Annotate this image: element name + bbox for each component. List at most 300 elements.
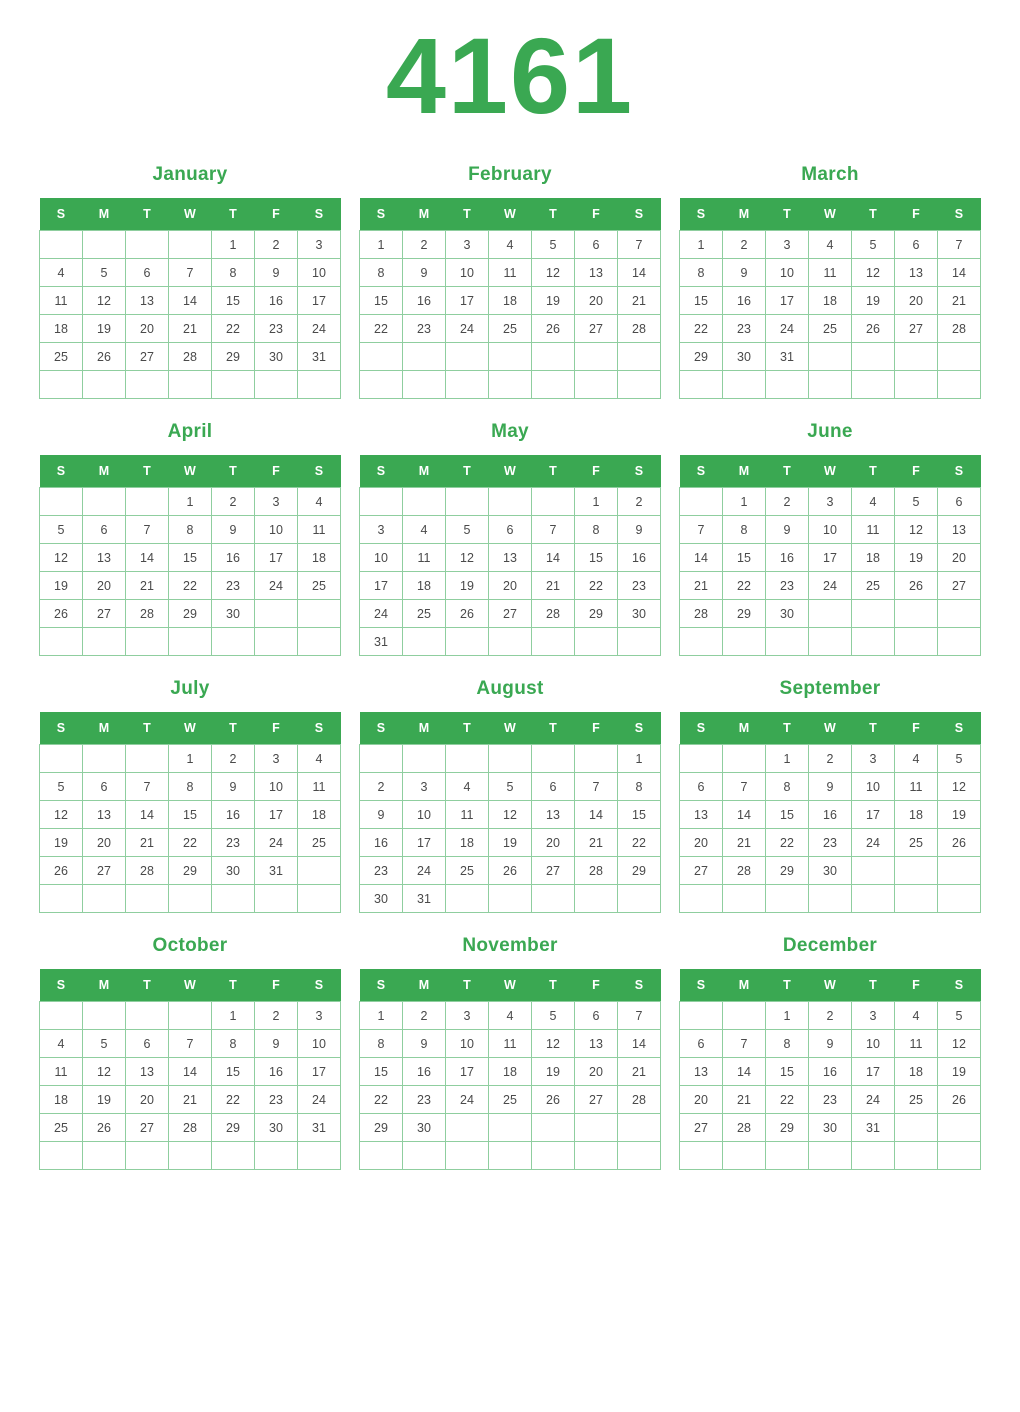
- day-cell[interactable]: 4: [446, 773, 489, 801]
- day-cell[interactable]: 17: [360, 572, 403, 600]
- day-cell[interactable]: 28: [575, 857, 618, 885]
- day-cell[interactable]: 7: [169, 259, 212, 287]
- day-cell[interactable]: 20: [680, 1086, 723, 1114]
- day-cell[interactable]: 27: [83, 600, 126, 628]
- day-cell[interactable]: 11: [40, 287, 83, 315]
- day-cell[interactable]: 13: [895, 259, 938, 287]
- day-cell[interactable]: 14: [680, 544, 723, 572]
- day-cell[interactable]: 13: [83, 801, 126, 829]
- day-cell[interactable]: 19: [83, 315, 126, 343]
- day-cell[interactable]: 21: [575, 829, 618, 857]
- day-cell[interactable]: 30: [809, 1114, 852, 1142]
- day-cell[interactable]: 27: [575, 1086, 618, 1114]
- day-cell[interactable]: 23: [403, 315, 446, 343]
- day-cell[interactable]: 12: [938, 1030, 981, 1058]
- day-cell[interactable]: 7: [723, 1030, 766, 1058]
- day-cell[interactable]: 25: [446, 857, 489, 885]
- day-cell[interactable]: 5: [489, 773, 532, 801]
- day-cell[interactable]: 10: [852, 773, 895, 801]
- day-cell[interactable]: 15: [212, 287, 255, 315]
- day-cell[interactable]: 22: [169, 829, 212, 857]
- day-cell[interactable]: 21: [618, 1058, 661, 1086]
- day-cell[interactable]: 13: [83, 544, 126, 572]
- day-cell[interactable]: 28: [723, 1114, 766, 1142]
- day-cell[interactable]: 30: [403, 1114, 446, 1142]
- day-cell[interactable]: 25: [895, 1086, 938, 1114]
- day-cell[interactable]: 21: [532, 572, 575, 600]
- day-cell[interactable]: 11: [895, 773, 938, 801]
- day-cell[interactable]: 4: [298, 488, 341, 516]
- day-cell[interactable]: 28: [126, 600, 169, 628]
- day-cell[interactable]: 8: [723, 516, 766, 544]
- day-cell[interactable]: 26: [938, 829, 981, 857]
- day-cell[interactable]: 1: [618, 745, 661, 773]
- day-cell[interactable]: 20: [489, 572, 532, 600]
- day-cell[interactable]: 28: [938, 315, 981, 343]
- day-cell[interactable]: 14: [938, 259, 981, 287]
- day-cell[interactable]: 17: [446, 287, 489, 315]
- day-cell[interactable]: 1: [212, 1002, 255, 1030]
- day-cell[interactable]: 18: [446, 829, 489, 857]
- day-cell[interactable]: 11: [40, 1058, 83, 1086]
- day-cell[interactable]: 30: [618, 600, 661, 628]
- day-cell[interactable]: 2: [403, 231, 446, 259]
- day-cell[interactable]: 9: [255, 1030, 298, 1058]
- day-cell[interactable]: 31: [298, 343, 341, 371]
- day-cell[interactable]: 4: [895, 1002, 938, 1030]
- day-cell[interactable]: 16: [255, 1058, 298, 1086]
- day-cell[interactable]: 27: [126, 343, 169, 371]
- day-cell[interactable]: 2: [766, 488, 809, 516]
- day-cell[interactable]: 10: [255, 773, 298, 801]
- day-cell[interactable]: 18: [895, 801, 938, 829]
- day-cell[interactable]: 6: [938, 488, 981, 516]
- day-cell[interactable]: 3: [852, 1002, 895, 1030]
- day-cell[interactable]: 11: [809, 259, 852, 287]
- day-cell[interactable]: 30: [809, 857, 852, 885]
- day-cell[interactable]: 17: [766, 287, 809, 315]
- day-cell[interactable]: 9: [723, 259, 766, 287]
- day-cell[interactable]: 3: [255, 488, 298, 516]
- day-cell[interactable]: 27: [126, 1114, 169, 1142]
- day-cell[interactable]: 28: [618, 315, 661, 343]
- day-cell[interactable]: 25: [895, 829, 938, 857]
- day-cell[interactable]: 19: [895, 544, 938, 572]
- day-cell[interactable]: 17: [255, 801, 298, 829]
- day-cell[interactable]: 5: [40, 516, 83, 544]
- day-cell[interactable]: 2: [403, 1002, 446, 1030]
- day-cell[interactable]: 3: [255, 745, 298, 773]
- day-cell[interactable]: 14: [723, 801, 766, 829]
- day-cell[interactable]: 30: [360, 885, 403, 913]
- day-cell[interactable]: 24: [852, 829, 895, 857]
- day-cell[interactable]: 23: [766, 572, 809, 600]
- day-cell[interactable]: 5: [446, 516, 489, 544]
- day-cell[interactable]: 16: [766, 544, 809, 572]
- day-cell[interactable]: 7: [169, 1030, 212, 1058]
- day-cell[interactable]: 3: [446, 231, 489, 259]
- day-cell[interactable]: 9: [255, 259, 298, 287]
- day-cell[interactable]: 3: [298, 231, 341, 259]
- day-cell[interactable]: 6: [126, 259, 169, 287]
- day-cell[interactable]: 19: [938, 1058, 981, 1086]
- day-cell[interactable]: 8: [360, 259, 403, 287]
- day-cell[interactable]: 5: [40, 773, 83, 801]
- day-cell[interactable]: 29: [212, 343, 255, 371]
- day-cell[interactable]: 6: [126, 1030, 169, 1058]
- day-cell[interactable]: 25: [852, 572, 895, 600]
- day-cell[interactable]: 31: [766, 343, 809, 371]
- day-cell[interactable]: 20: [532, 829, 575, 857]
- day-cell[interactable]: 7: [938, 231, 981, 259]
- day-cell[interactable]: 29: [169, 857, 212, 885]
- day-cell[interactable]: 6: [575, 1002, 618, 1030]
- day-cell[interactable]: 22: [169, 572, 212, 600]
- day-cell[interactable]: 12: [895, 516, 938, 544]
- day-cell[interactable]: 13: [938, 516, 981, 544]
- day-cell[interactable]: 11: [446, 801, 489, 829]
- day-cell[interactable]: 21: [938, 287, 981, 315]
- day-cell[interactable]: 6: [680, 773, 723, 801]
- day-cell[interactable]: 29: [169, 600, 212, 628]
- day-cell[interactable]: 5: [532, 1002, 575, 1030]
- day-cell[interactable]: 16: [403, 287, 446, 315]
- day-cell[interactable]: 22: [360, 1086, 403, 1114]
- day-cell[interactable]: 23: [212, 829, 255, 857]
- day-cell[interactable]: 23: [403, 1086, 446, 1114]
- day-cell[interactable]: 24: [255, 829, 298, 857]
- day-cell[interactable]: 9: [403, 259, 446, 287]
- day-cell[interactable]: 16: [212, 801, 255, 829]
- day-cell[interactable]: 2: [360, 773, 403, 801]
- day-cell[interactable]: 5: [938, 745, 981, 773]
- day-cell[interactable]: 3: [446, 1002, 489, 1030]
- day-cell[interactable]: 7: [532, 516, 575, 544]
- day-cell[interactable]: 9: [809, 773, 852, 801]
- day-cell[interactable]: 29: [766, 1114, 809, 1142]
- day-cell[interactable]: 16: [403, 1058, 446, 1086]
- day-cell[interactable]: 14: [723, 1058, 766, 1086]
- day-cell[interactable]: 22: [212, 315, 255, 343]
- day-cell[interactable]: 7: [680, 516, 723, 544]
- day-cell[interactable]: 22: [723, 572, 766, 600]
- day-cell[interactable]: 26: [895, 572, 938, 600]
- day-cell[interactable]: 17: [403, 829, 446, 857]
- day-cell[interactable]: 20: [938, 544, 981, 572]
- day-cell[interactable]: 27: [489, 600, 532, 628]
- day-cell[interactable]: 13: [126, 1058, 169, 1086]
- day-cell[interactable]: 29: [212, 1114, 255, 1142]
- day-cell[interactable]: 2: [809, 1002, 852, 1030]
- day-cell[interactable]: 12: [938, 773, 981, 801]
- day-cell[interactable]: 1: [360, 231, 403, 259]
- day-cell[interactable]: 4: [489, 1002, 532, 1030]
- day-cell[interactable]: 6: [575, 231, 618, 259]
- day-cell[interactable]: 1: [766, 1002, 809, 1030]
- day-cell[interactable]: 20: [575, 287, 618, 315]
- day-cell[interactable]: 10: [446, 259, 489, 287]
- day-cell[interactable]: 1: [212, 231, 255, 259]
- day-cell[interactable]: 19: [40, 829, 83, 857]
- day-cell[interactable]: 2: [255, 231, 298, 259]
- day-cell[interactable]: 30: [766, 600, 809, 628]
- day-cell[interactable]: 17: [298, 1058, 341, 1086]
- day-cell[interactable]: 23: [809, 829, 852, 857]
- day-cell[interactable]: 30: [212, 857, 255, 885]
- day-cell[interactable]: 18: [489, 287, 532, 315]
- day-cell[interactable]: 29: [360, 1114, 403, 1142]
- day-cell[interactable]: 24: [766, 315, 809, 343]
- day-cell[interactable]: 8: [575, 516, 618, 544]
- day-cell[interactable]: 22: [212, 1086, 255, 1114]
- day-cell[interactable]: 13: [126, 287, 169, 315]
- day-cell[interactable]: 15: [618, 801, 661, 829]
- day-cell[interactable]: 7: [618, 231, 661, 259]
- day-cell[interactable]: 2: [212, 488, 255, 516]
- day-cell[interactable]: 18: [298, 801, 341, 829]
- day-cell[interactable]: 15: [212, 1058, 255, 1086]
- day-cell[interactable]: 10: [298, 259, 341, 287]
- day-cell[interactable]: 17: [255, 544, 298, 572]
- day-cell[interactable]: 1: [723, 488, 766, 516]
- day-cell[interactable]: 29: [680, 343, 723, 371]
- day-cell[interactable]: 25: [403, 600, 446, 628]
- day-cell[interactable]: 24: [809, 572, 852, 600]
- day-cell[interactable]: 10: [766, 259, 809, 287]
- day-cell[interactable]: 17: [809, 544, 852, 572]
- day-cell[interactable]: 16: [809, 1058, 852, 1086]
- day-cell[interactable]: 22: [575, 572, 618, 600]
- day-cell[interactable]: 23: [360, 857, 403, 885]
- day-cell[interactable]: 24: [360, 600, 403, 628]
- day-cell[interactable]: 19: [83, 1086, 126, 1114]
- day-cell[interactable]: 2: [618, 488, 661, 516]
- day-cell[interactable]: 21: [169, 1086, 212, 1114]
- day-cell[interactable]: 15: [169, 544, 212, 572]
- day-cell[interactable]: 27: [680, 857, 723, 885]
- day-cell[interactable]: 12: [446, 544, 489, 572]
- day-cell[interactable]: 8: [212, 259, 255, 287]
- day-cell[interactable]: 22: [680, 315, 723, 343]
- day-cell[interactable]: 27: [938, 572, 981, 600]
- day-cell[interactable]: 15: [575, 544, 618, 572]
- day-cell[interactable]: 5: [852, 231, 895, 259]
- day-cell[interactable]: 7: [126, 516, 169, 544]
- day-cell[interactable]: 2: [255, 1002, 298, 1030]
- day-cell[interactable]: 8: [766, 1030, 809, 1058]
- day-cell[interactable]: 31: [403, 885, 446, 913]
- day-cell[interactable]: 20: [83, 829, 126, 857]
- day-cell[interactable]: 14: [618, 1030, 661, 1058]
- day-cell[interactable]: 24: [403, 857, 446, 885]
- day-cell[interactable]: 12: [852, 259, 895, 287]
- day-cell[interactable]: 23: [255, 315, 298, 343]
- day-cell[interactable]: 3: [360, 516, 403, 544]
- day-cell[interactable]: 20: [575, 1058, 618, 1086]
- day-cell[interactable]: 26: [40, 600, 83, 628]
- day-cell[interactable]: 3: [298, 1002, 341, 1030]
- day-cell[interactable]: 10: [360, 544, 403, 572]
- day-cell[interactable]: 26: [532, 315, 575, 343]
- day-cell[interactable]: 1: [575, 488, 618, 516]
- day-cell[interactable]: 16: [809, 801, 852, 829]
- day-cell[interactable]: 13: [532, 801, 575, 829]
- day-cell[interactable]: 19: [852, 287, 895, 315]
- day-cell[interactable]: 27: [575, 315, 618, 343]
- day-cell[interactable]: 24: [255, 572, 298, 600]
- day-cell[interactable]: 5: [83, 1030, 126, 1058]
- day-cell[interactable]: 8: [360, 1030, 403, 1058]
- day-cell[interactable]: 4: [40, 1030, 83, 1058]
- day-cell[interactable]: 22: [766, 1086, 809, 1114]
- day-cell[interactable]: 31: [255, 857, 298, 885]
- day-cell[interactable]: 12: [532, 259, 575, 287]
- day-cell[interactable]: 10: [446, 1030, 489, 1058]
- day-cell[interactable]: 12: [489, 801, 532, 829]
- day-cell[interactable]: 11: [489, 259, 532, 287]
- day-cell[interactable]: 1: [169, 745, 212, 773]
- day-cell[interactable]: 26: [532, 1086, 575, 1114]
- day-cell[interactable]: 31: [360, 628, 403, 656]
- day-cell[interactable]: 19: [532, 287, 575, 315]
- day-cell[interactable]: 28: [723, 857, 766, 885]
- day-cell[interactable]: 15: [169, 801, 212, 829]
- day-cell[interactable]: 19: [489, 829, 532, 857]
- day-cell[interactable]: 26: [83, 1114, 126, 1142]
- day-cell[interactable]: 13: [680, 801, 723, 829]
- day-cell[interactable]: 17: [298, 287, 341, 315]
- day-cell[interactable]: 10: [298, 1030, 341, 1058]
- day-cell[interactable]: 28: [680, 600, 723, 628]
- day-cell[interactable]: 10: [852, 1030, 895, 1058]
- day-cell[interactable]: 24: [852, 1086, 895, 1114]
- day-cell[interactable]: 26: [83, 343, 126, 371]
- day-cell[interactable]: 1: [680, 231, 723, 259]
- day-cell[interactable]: 27: [895, 315, 938, 343]
- day-cell[interactable]: 20: [83, 572, 126, 600]
- day-cell[interactable]: 20: [680, 829, 723, 857]
- day-cell[interactable]: 24: [298, 1086, 341, 1114]
- day-cell[interactable]: 25: [40, 1114, 83, 1142]
- day-cell[interactable]: 8: [169, 773, 212, 801]
- day-cell[interactable]: 23: [255, 1086, 298, 1114]
- day-cell[interactable]: 9: [360, 801, 403, 829]
- day-cell[interactable]: 5: [895, 488, 938, 516]
- day-cell[interactable]: 4: [40, 259, 83, 287]
- day-cell[interactable]: 16: [618, 544, 661, 572]
- day-cell[interactable]: 15: [766, 801, 809, 829]
- day-cell[interactable]: 18: [852, 544, 895, 572]
- day-cell[interactable]: 12: [83, 1058, 126, 1086]
- day-cell[interactable]: 12: [40, 801, 83, 829]
- day-cell[interactable]: 26: [489, 857, 532, 885]
- day-cell[interactable]: 18: [298, 544, 341, 572]
- day-cell[interactable]: 21: [618, 287, 661, 315]
- day-cell[interactable]: 6: [895, 231, 938, 259]
- day-cell[interactable]: 30: [255, 1114, 298, 1142]
- day-cell[interactable]: 26: [40, 857, 83, 885]
- day-cell[interactable]: 15: [360, 287, 403, 315]
- day-cell[interactable]: 14: [532, 544, 575, 572]
- day-cell[interactable]: 4: [895, 745, 938, 773]
- day-cell[interactable]: 3: [852, 745, 895, 773]
- day-cell[interactable]: 14: [126, 544, 169, 572]
- day-cell[interactable]: 28: [126, 857, 169, 885]
- day-cell[interactable]: 30: [212, 600, 255, 628]
- day-cell[interactable]: 14: [575, 801, 618, 829]
- day-cell[interactable]: 8: [618, 773, 661, 801]
- day-cell[interactable]: 25: [40, 343, 83, 371]
- day-cell[interactable]: 26: [938, 1086, 981, 1114]
- day-cell[interactable]: 25: [298, 829, 341, 857]
- day-cell[interactable]: 18: [489, 1058, 532, 1086]
- day-cell[interactable]: 6: [83, 516, 126, 544]
- day-cell[interactable]: 11: [895, 1030, 938, 1058]
- day-cell[interactable]: 3: [809, 488, 852, 516]
- day-cell[interactable]: 15: [360, 1058, 403, 1086]
- day-cell[interactable]: 19: [40, 572, 83, 600]
- day-cell[interactable]: 6: [489, 516, 532, 544]
- day-cell[interactable]: 4: [852, 488, 895, 516]
- day-cell[interactable]: 20: [126, 315, 169, 343]
- day-cell[interactable]: 3: [403, 773, 446, 801]
- day-cell[interactable]: 6: [532, 773, 575, 801]
- day-cell[interactable]: 24: [446, 315, 489, 343]
- day-cell[interactable]: 10: [809, 516, 852, 544]
- day-cell[interactable]: 27: [680, 1114, 723, 1142]
- day-cell[interactable]: 7: [575, 773, 618, 801]
- day-cell[interactable]: 1: [169, 488, 212, 516]
- day-cell[interactable]: 1: [360, 1002, 403, 1030]
- day-cell[interactable]: 7: [126, 773, 169, 801]
- day-cell[interactable]: 5: [938, 1002, 981, 1030]
- day-cell[interactable]: 19: [532, 1058, 575, 1086]
- day-cell[interactable]: 10: [403, 801, 446, 829]
- day-cell[interactable]: 12: [40, 544, 83, 572]
- day-cell[interactable]: 4: [809, 231, 852, 259]
- day-cell[interactable]: 25: [489, 315, 532, 343]
- day-cell[interactable]: 15: [766, 1058, 809, 1086]
- day-cell[interactable]: 8: [169, 516, 212, 544]
- day-cell[interactable]: 7: [723, 773, 766, 801]
- day-cell[interactable]: 31: [852, 1114, 895, 1142]
- day-cell[interactable]: 2: [809, 745, 852, 773]
- day-cell[interactable]: 3: [766, 231, 809, 259]
- day-cell[interactable]: 21: [680, 572, 723, 600]
- day-cell[interactable]: 29: [723, 600, 766, 628]
- day-cell[interactable]: 16: [212, 544, 255, 572]
- day-cell[interactable]: 29: [575, 600, 618, 628]
- day-cell[interactable]: 29: [766, 857, 809, 885]
- day-cell[interactable]: 13: [680, 1058, 723, 1086]
- day-cell[interactable]: 18: [809, 287, 852, 315]
- day-cell[interactable]: 9: [212, 773, 255, 801]
- day-cell[interactable]: 25: [298, 572, 341, 600]
- day-cell[interactable]: 11: [403, 544, 446, 572]
- day-cell[interactable]: 11: [298, 516, 341, 544]
- day-cell[interactable]: 21: [126, 572, 169, 600]
- day-cell[interactable]: 7: [618, 1002, 661, 1030]
- day-cell[interactable]: 23: [618, 572, 661, 600]
- day-cell[interactable]: 14: [126, 801, 169, 829]
- day-cell[interactable]: 27: [83, 857, 126, 885]
- day-cell[interactable]: 26: [852, 315, 895, 343]
- day-cell[interactable]: 15: [723, 544, 766, 572]
- day-cell[interactable]: 28: [532, 600, 575, 628]
- day-cell[interactable]: 23: [723, 315, 766, 343]
- day-cell[interactable]: 30: [723, 343, 766, 371]
- day-cell[interactable]: 9: [809, 1030, 852, 1058]
